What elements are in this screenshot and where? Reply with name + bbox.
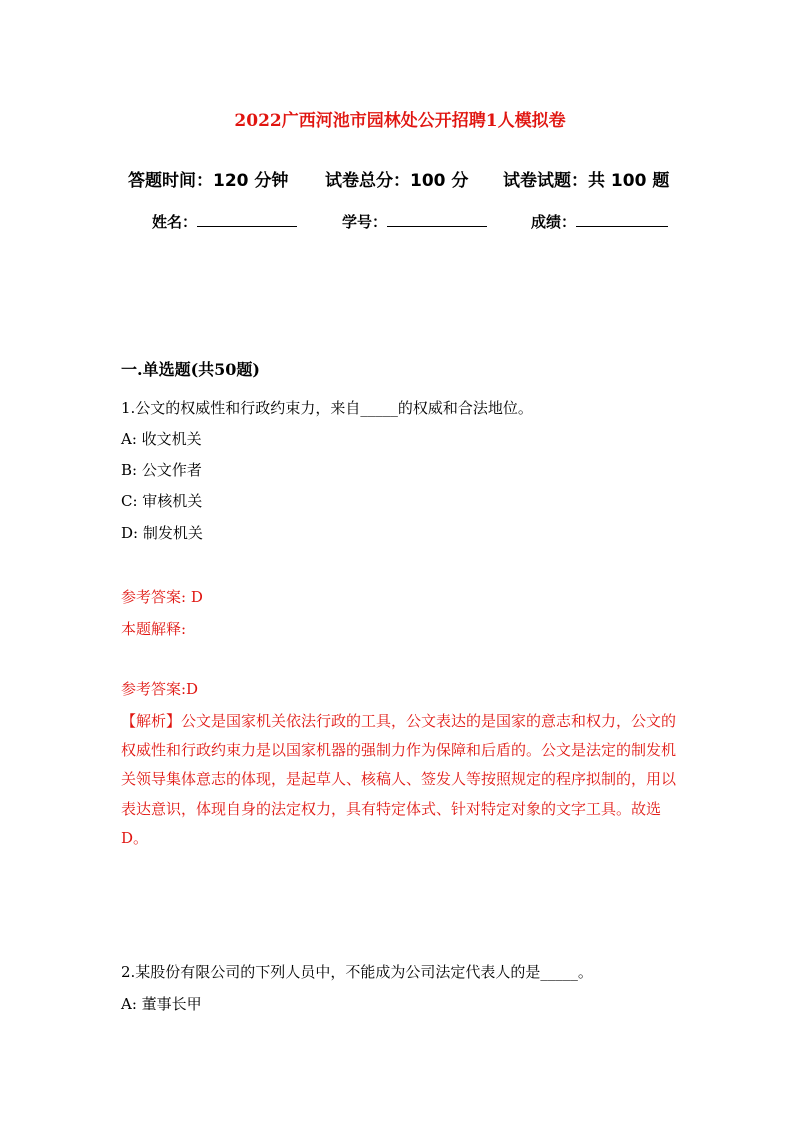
student-id-blank [387,212,487,227]
explanation-label: 本题解释: [121,620,187,638]
exam-total-score-label: 试卷总分：100 分 [325,171,469,191]
reference-answer: 参考答案: D [121,588,203,606]
question-option: D: 制发机关 [121,524,203,542]
question-option: B: 公文作者 [121,461,202,479]
question-option: C: 审核机关 [121,492,203,510]
name-field [152,211,297,232]
student-id-field [342,211,487,232]
question-stem: 1.公文的权威性和行政约束力，来自_____的权威和合法地位。 [121,399,533,417]
question-option: A: 董事长甲 [121,995,202,1013]
grade-blank [576,212,668,227]
grade-label: 成绩： [531,213,577,231]
reference-answer-detail: 参考答案:D [121,680,199,698]
question-option: A: 收文机关 [121,430,202,448]
name-label: 姓名： [152,213,198,231]
exam-time-label: 答题时间：120 分钟 [128,171,289,191]
student-id-label: 学号： [342,213,388,231]
exam-question-count-label: 试卷试题：共 100 题 [503,171,670,191]
exam-title: 2022广西河池市园林处公开招聘1人模拟卷 [234,111,566,131]
section-title: 一.单选题(共50题) [121,360,260,379]
grade-field [531,211,668,232]
question-stem: 2.某股份有限公司的下列人员中，不能成为公司法定代表人的是_____。 [121,963,593,981]
name-blank [197,212,297,227]
explanation-text: 【解析】公文是国家机关依法行政的工具，公文表达的是国家的意志和权力，公文的权威性和行政约束力是以国家机器的强制力作为保障和后盾的。公文是法定的制发机关领导集体意志的体现，是起草人、核稿人、签发人等按照规定的程序拟制的，用以表达意识，体现自身的法定权力，具有特定体式、针对特定对象的文字工具。故选D。 [121,712,677,847]
